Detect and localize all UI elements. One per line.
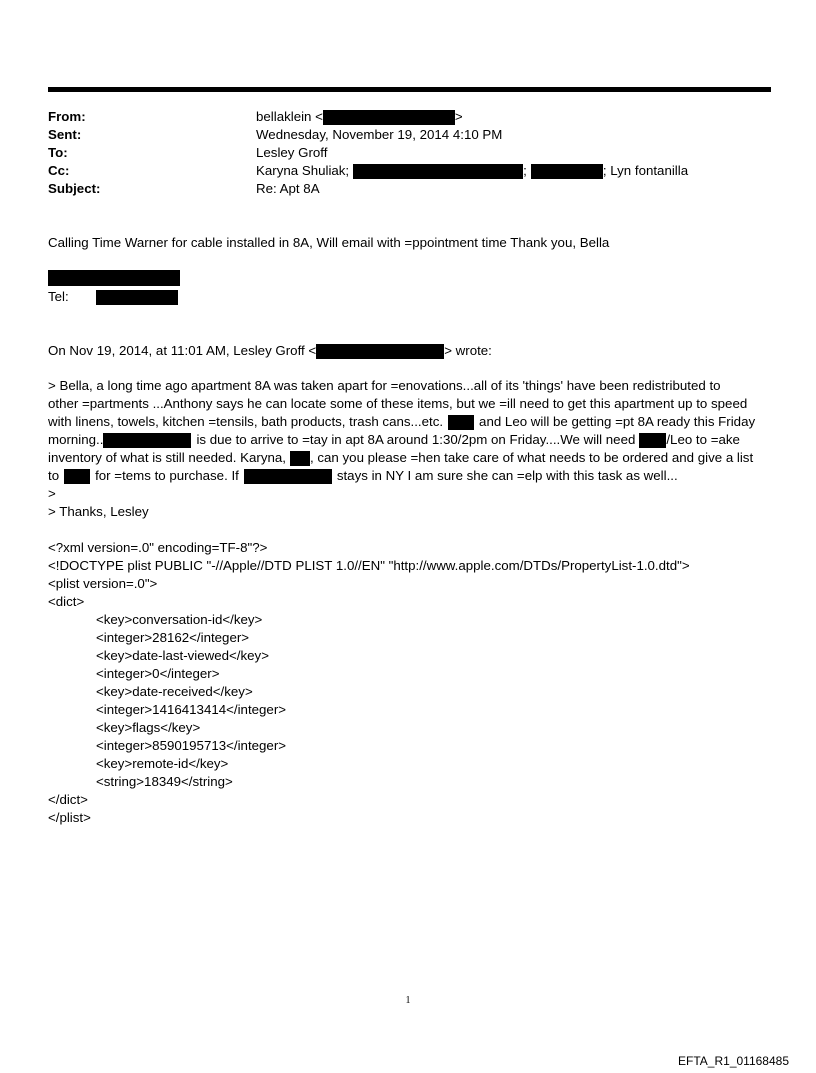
cc-start: Karyna Shuliak;	[256, 163, 350, 178]
email-header	[48, 108, 768, 198]
from-row	[48, 108, 768, 126]
quote-header	[48, 342, 772, 360]
plist-line: <integer>28162</integer>	[96, 630, 250, 645]
quoted-line: other =partments ...Anthony says he can locate some of these items, but we =ill need to get this apartment up to speed	[48, 396, 748, 411]
redaction-box	[103, 433, 191, 448]
quoted-line: >	[48, 486, 56, 501]
sent-label: Sent:	[48, 127, 82, 142]
plist-line: <plist version=.0">	[48, 576, 158, 591]
redaction-box	[64, 469, 90, 484]
subject-value: Re: Apt 8A	[256, 181, 320, 196]
plist-block	[48, 539, 772, 827]
plist-line: <integer>1416413414</integer>	[96, 702, 287, 717]
plist-line: <integer>8590195713</integer>	[96, 738, 287, 753]
redaction-box	[316, 344, 444, 359]
redaction-box	[353, 164, 523, 179]
cc-label: Cc:	[48, 163, 70, 178]
redaction-box	[48, 270, 180, 286]
plist-line: <!DOCTYPE plist PUBLIC "-//Apple//DTD PLIST 1.0//EN" "http://www.apple.com/DTDs/PropertyList-1.0.dtd">	[48, 558, 690, 573]
plist-line: <integer>0</integer>	[96, 666, 220, 681]
redaction-box	[639, 433, 666, 448]
cc-row	[48, 162, 768, 180]
cc-sep: ;	[523, 163, 527, 178]
page-number: 1	[405, 995, 411, 1006]
quote-header-prefix: On Nov 19, 2014, at 11:01 AM, Lesley Groff <	[48, 343, 317, 358]
quoted-message	[48, 377, 772, 521]
signature	[48, 288, 772, 306]
to-row	[48, 144, 768, 162]
cc-end: ; Lyn fontanilla	[602, 163, 689, 178]
reply-body	[48, 234, 772, 252]
redaction-box	[290, 451, 310, 466]
plist-line: <key>remote-id</key>	[96, 756, 229, 771]
from-close: >	[454, 109, 463, 124]
plist-line: <string>18349</string>	[96, 774, 233, 789]
redaction-box	[323, 110, 455, 125]
plist-line: </dict>	[48, 792, 88, 807]
bates-number: EFTA_R1_01168485	[678, 1054, 789, 1068]
subject-row	[48, 180, 768, 198]
subject-label: Subject:	[48, 181, 101, 196]
header-rule	[48, 87, 771, 92]
from-name: bellaklein <	[256, 109, 323, 124]
quote-header-suffix: > wrote:	[444, 343, 492, 358]
plist-line: <key>date-received</key>	[96, 684, 253, 699]
plist-line: <dict>	[48, 594, 85, 609]
quoted-line: with linens, towels, kitchen =tensils, bath products, trash cans...etc. and Leo will be getting =pt 8A ready this Friday	[48, 414, 756, 429]
quoted-line: to for =tems to purchase. If stays in NY I am sure she can =elp with this task as well...	[48, 468, 678, 483]
plist-line: </plist>	[48, 810, 91, 825]
quoted-line: inventory of what is still needed. Karyna, , can you please =hen take care of what needs to be ordered and give a list	[48, 450, 754, 465]
to-label: To:	[48, 145, 68, 160]
redaction-box	[448, 415, 474, 430]
quoted-line: > Bella, a long time ago apartment 8A was taken apart for =enovations...all of its 'things' have been redistributed to	[48, 378, 721, 393]
redaction-box	[531, 164, 603, 179]
sent-row	[48, 126, 768, 144]
redaction-box	[96, 290, 178, 305]
plist-line: <key>flags</key>	[96, 720, 201, 735]
tel-label: Tel:	[48, 289, 69, 304]
reply-line: Calling Time Warner for cable installed in 8A, Will email with =ppointment time Thank you, Bella	[48, 235, 610, 250]
from-label: From:	[48, 109, 86, 124]
plist-line: <key>conversation-id</key>	[96, 612, 263, 627]
plist-line: <?xml version=.0" encoding=TF-8"?>	[48, 540, 268, 555]
quoted-line: morning.. is due to arrive to =tay in apt 8A around 1:30/2pm on Friday....We will need /Leo to =ake	[48, 432, 740, 447]
redaction-box	[244, 469, 332, 484]
sent-value: Wednesday, November 19, 2014 4:10 PM	[256, 127, 503, 142]
quoted-line: > Thanks, Lesley	[48, 504, 149, 519]
plist-line: <key>date-last-viewed</key>	[96, 648, 269, 663]
to-value: Lesley Groff	[256, 145, 328, 160]
